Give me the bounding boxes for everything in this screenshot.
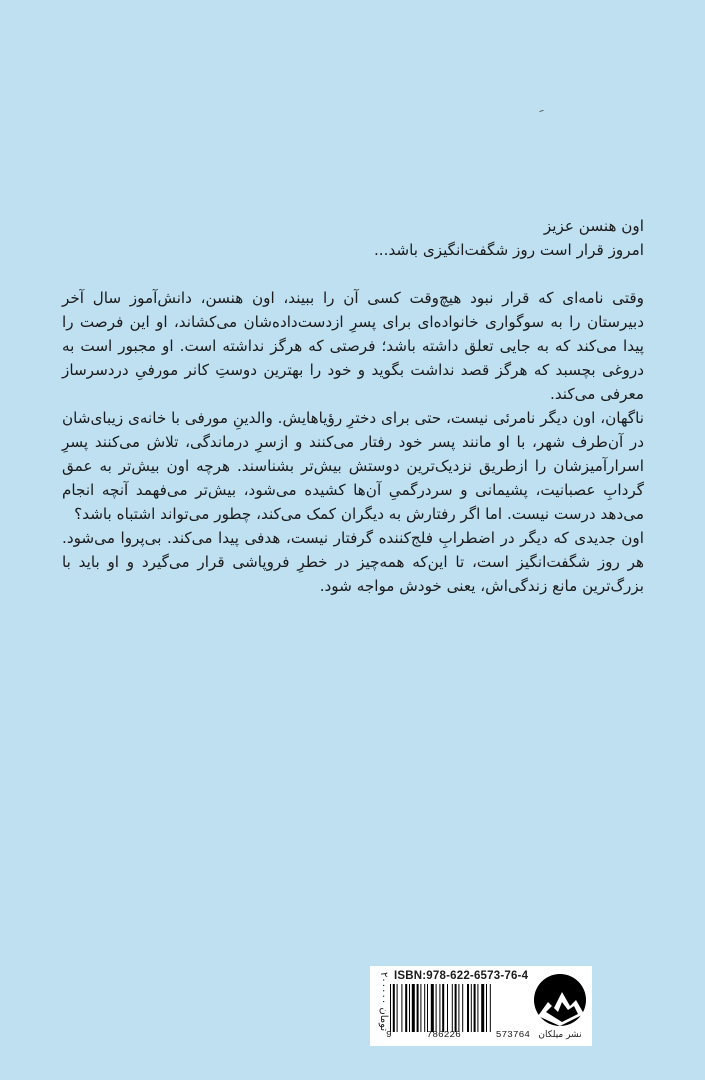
barcode-digit-group: 573764 — [495, 1029, 530, 1040]
barcode-digits — [386, 1029, 530, 1040]
barcode-digit-group: 9 — [386, 1029, 392, 1040]
paragraph-2: ناگهان، اون دیگر نامرئی نیست، حتی برای دخترِ رؤیاهایش. والدینِ مورفی با خانه‌ی زیبای‌شان در آن‌طرف شهر، با او مانند پسر خود رفتار می‌کنند و ازسرِ درماندگی، تلاش می‌کنند پسرِ اسرارآمیزشان را ازطریق نزدیک‌ترین دوستش بیش‌تر بشناسند. هرچه اون بیش‌تر به عمق گردابِ عصبانیت، پشیمانی و سردرگمیِ آن‌ها کشیده می‌شود، بیش‌تر می‌فهمد آنچه انجام می‌دهد درست نیست. اما اگر رفتارش به دیگران کمک می‌کند، چطور می‌تواند اشتباه باشد؟ — [62, 409, 644, 523]
paragraph-1: وقتی نامه‌ای که قرار نبود هیچ‌وقت کسی آن را ببیند، اون هنسن، دانش‌آموز سال آخر دبیرستان را به سوگواری خانواده‌ای برای پسرِ ازدست‌داده‌شان می‌کشاند، او این فرصت را پیدا می‌کند که به جایی تعلق داشته باشد؛ فرصتی که هرگز نداشته است. او مجبور است به دروغی بچسبد که هرگز قصد نداشت بگوید و خود را بهترین دوستِ کانر مورفیِ دردسرساز معرفی می‌کند. — [62, 289, 644, 403]
greeting-line-1: اون هنسن عزیز — [543, 217, 644, 235]
barcode-digit-group: 786226 — [426, 1029, 461, 1040]
back-cover-text — [62, 214, 644, 598]
publisher-logo-icon — [532, 972, 588, 1038]
price-label: ۲۰۰۰۰۰ تومان — [378, 972, 389, 1032]
barcode-panel — [370, 966, 592, 1046]
paragraph-3: اون جدیدی که دیگر در اضطرابِ فلج‌کننده گرفتار نیست، هدفی پیدا می‌کند. بی‌پروا می‌شود. هر روز شگفت‌انگیز است، تا این‌که همه‌چیز در خطرِ فروپاشی قرار می‌گیرد و او باید با بزرگ‌ترین مانع زندگی‌اش، یعنی خودش مواجه شود. — [62, 529, 644, 595]
publisher-name: نشر میلکان — [538, 1030, 582, 1040]
barcode-icon — [388, 984, 526, 1032]
isbn-label: ISBN:978-622-6573-76-4 — [394, 970, 529, 982]
greeting-line-2: امروز قرار است روز شگفت‌انگیزی باشد... — [373, 241, 644, 259]
